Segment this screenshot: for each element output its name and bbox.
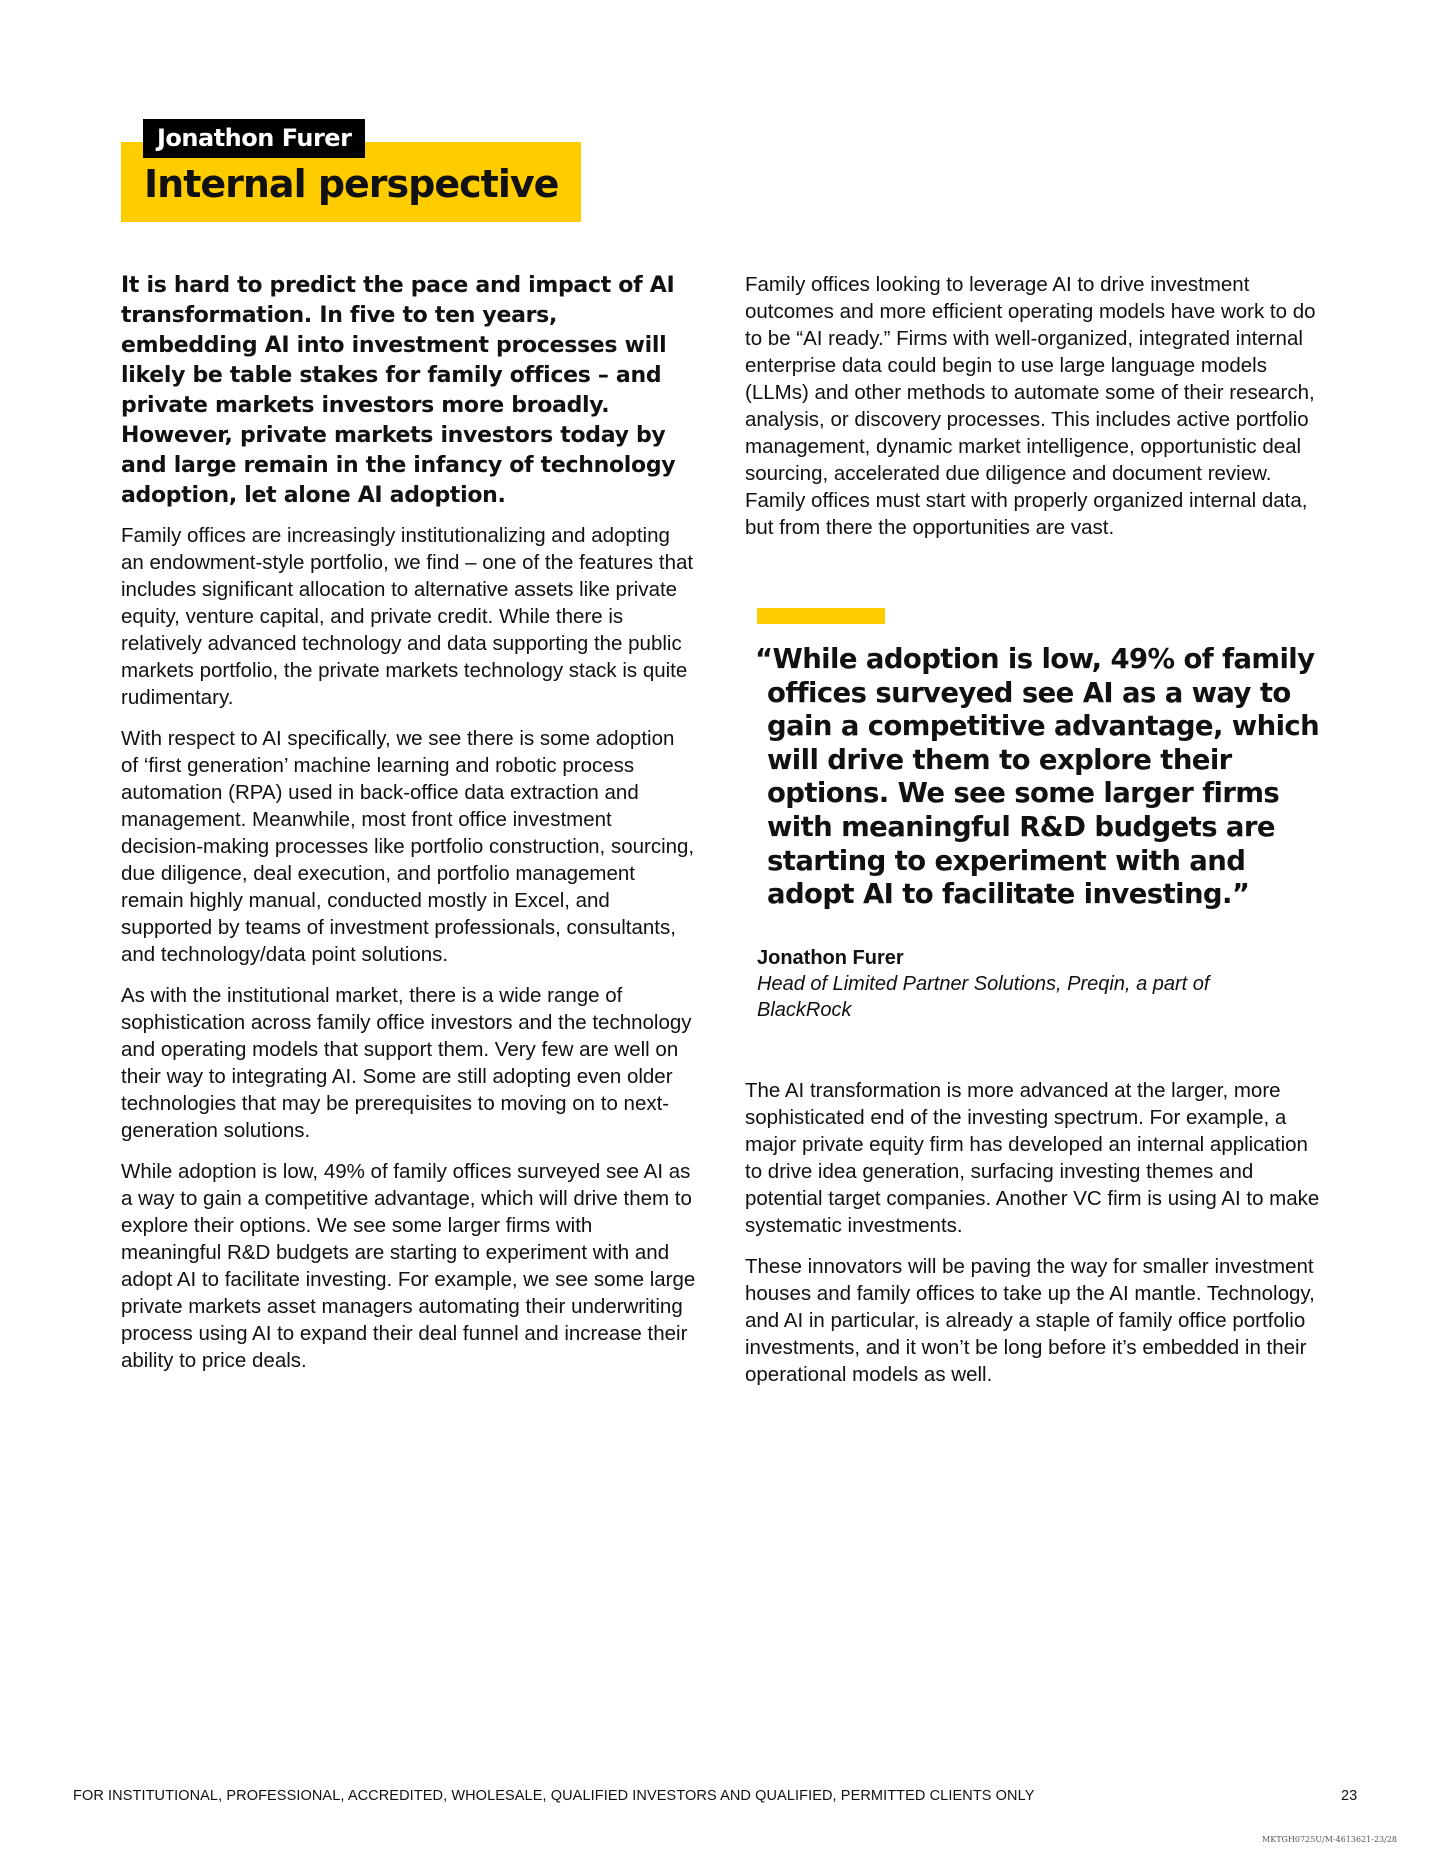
footer-disclaimer: FOR INSTITUTIONAL, PROFESSIONAL, ACCREDITED, WHOLESALE, QUALIFIED INVESTORS AND QUALIFIED, PERMITTED CLIENTS ONLY (73, 1788, 1035, 1804)
body-paragraph: The AI transformation is more advanced at the larger, more sophisticated end of the investing spectrum. For example, a major private equity firm has developed an internal application to drive idea generation, surfacing investing themes and potential target companies. Another VC firm is using AI to make systematic investments. (745, 1079, 1320, 1237)
right-column (745, 271, 1320, 555)
right-column-lower (745, 1077, 1320, 1402)
quote-accent-rule (757, 608, 885, 624)
body-paragraph: As with the institutional market, there is a wide range of sophistication across family office investors and the technology and operating models that support them. Very few are well on their way to integrating AI. Some are still adopting even older technologies that may be prerequisites to moving on to next-generation solutions. (121, 984, 692, 1142)
pull-quote: “While adoption is low, 49% of family offices surveyed see AI as a way to gain a competitive advantage, which will drive them to explore their options. We see some larger firms with meaningful R&D budgets are starting to experiment with and adopt AI to facilitate investing.” (755, 643, 1320, 911)
page-number: 23 (1341, 1788, 1358, 1804)
body-paragraph: While adoption is low, 49% of family offices surveyed see AI as a way to gain a competitive advantage, which will drive them to explore their options. We see some larger firms with meaningful R&D budgets are starting to experiment with and adopt AI to facilitate investing. For example, we see some large private markets asset managers automating their underwriting process using AI to expand their deal funnel and increase their ability to price deals. (121, 1160, 696, 1372)
author-tag: Jonathon Furer (143, 119, 365, 158)
quote-author: Jonathon Furer (757, 947, 904, 969)
intro-paragraph: Family offices looking to leverage AI to drive investment outcomes and more efficient operating models have work to do to be “AI ready.” Firms with well-organized, integrated internal enterprise data could begin to use large language models (LLMs) and other methods to automate some of their research, analysis, or discovery processes. This includes active portfolio management, dynamic market intelligence, opportunistic deal sourcing, accelerated due diligence and document review. Family offices must start with properly organized internal data, but from there the opportunities are vast. (745, 273, 1316, 539)
lead-paragraph: It is hard to predict the pace and impact of AI transformation. In five to ten years, embedding AI into investment processes will likely be table stakes for family offices – and private markets investors more broadly. However, private markets investors today by and large remain in the infancy of technology adoption, let alone AI adoption. (121, 273, 676, 508)
body-paragraph: With respect to AI specifically, we see there is some adoption of ‘first generation’ machine learning and robotic process automation (RPA) used in back-office data extraction and management. Meanwhile, most front office investment decision-making processes like portfolio construction, sourcing, due diligence, deal execution, and portfolio management remain highly manual, conducted mostly in Excel, and supported by teams of investment professionals, consultants, and technology/data point solutions. (121, 727, 695, 966)
body-paragraph: Family offices are increasingly institutionalizing and adopting an endowment-style portfolio, we find – one of the features that includes significant allocation to alternative assets like private equity, venture capital, and private credit. While there is relatively advanced technology and data supporting the public markets portfolio, the private markets technology stack is quite rudimentary. (121, 524, 694, 709)
body-paragraph: These innovators will be paving the way for smaller investment houses and family offices to take up the AI mantle. Technology, and AI in particular, is already a staple of family office portfolio investments, and it won’t be long before it’s embedded in their operational models as well. (745, 1255, 1315, 1386)
left-column (121, 271, 696, 1388)
quote-author-role: Head of Limited Partner Solutions, Preqin, a part of BlackRock (757, 973, 1210, 1021)
page-title: Internal perspective (144, 162, 559, 206)
document-code: MKTGH0725U/M-4613621-23/28 (1262, 1835, 1397, 1844)
